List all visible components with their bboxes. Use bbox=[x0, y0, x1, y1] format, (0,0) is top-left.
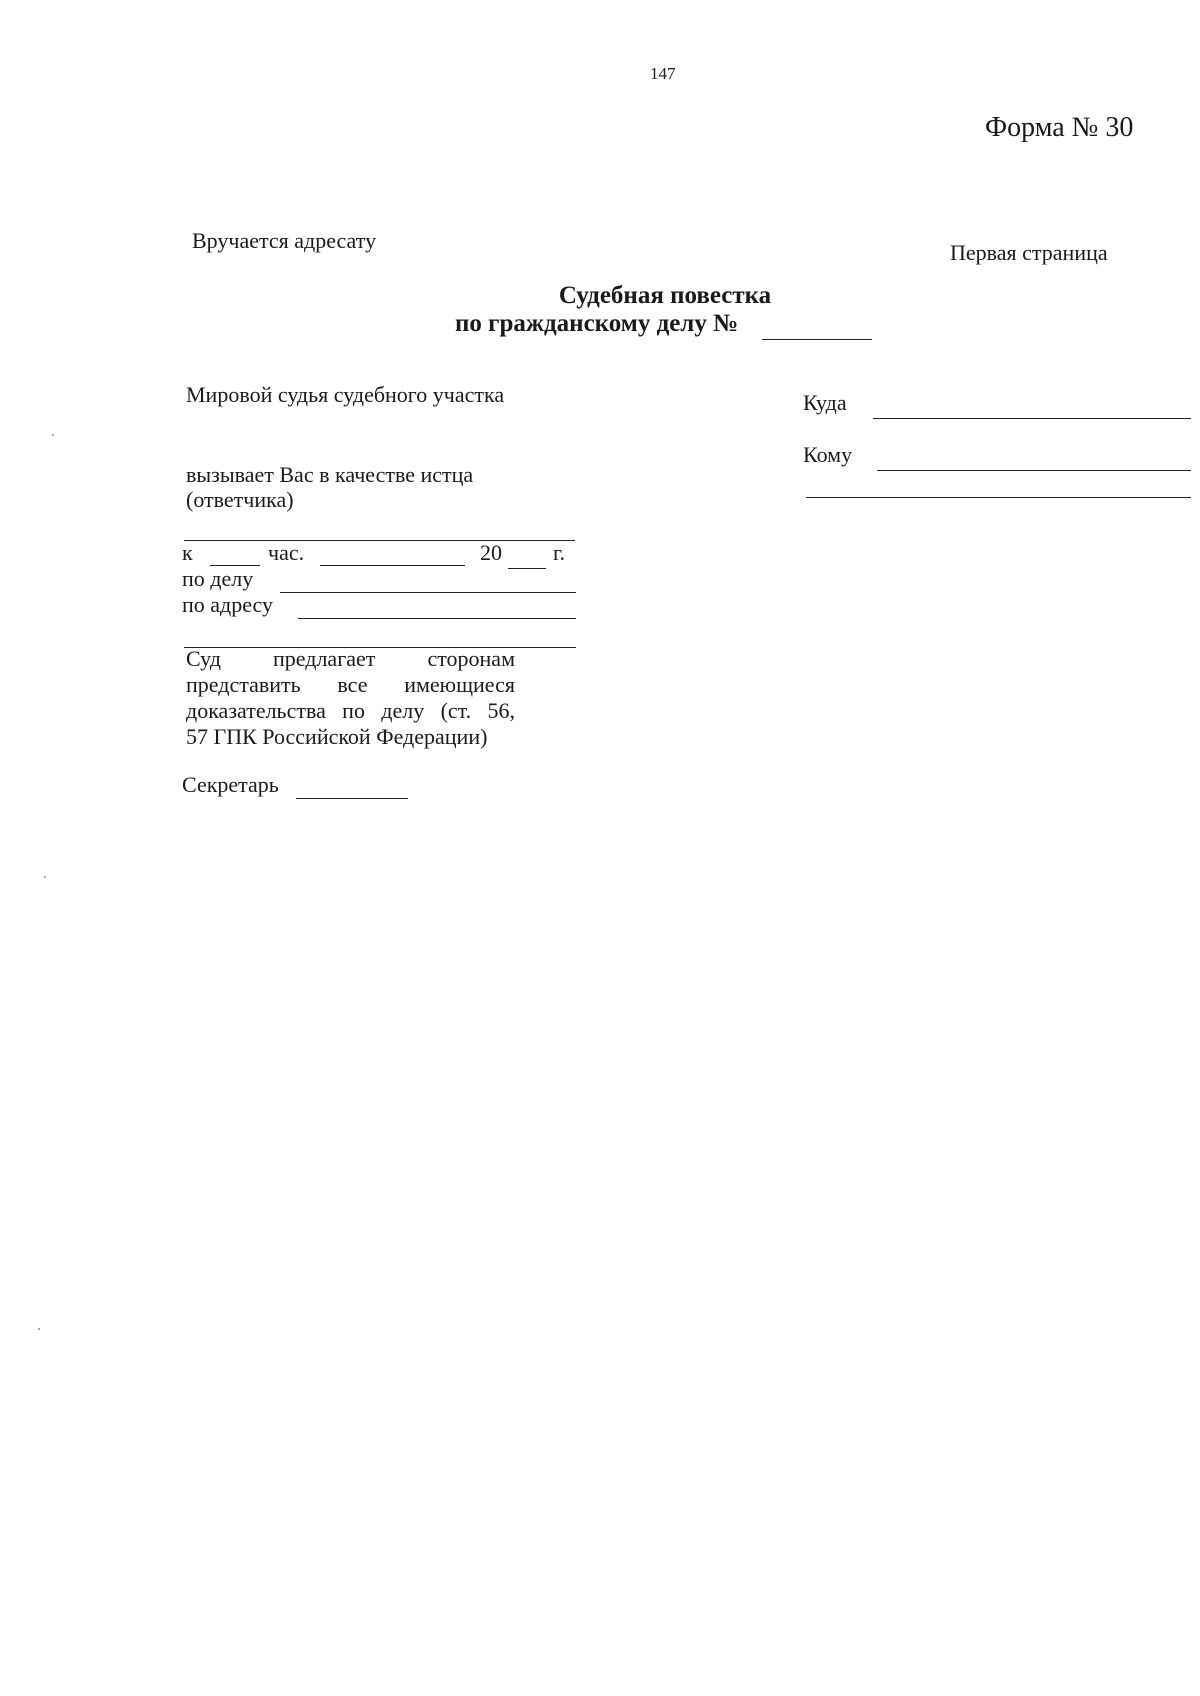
year-field[interactable] bbox=[508, 568, 546, 569]
date-field[interactable] bbox=[320, 565, 465, 566]
time-prefix: к bbox=[182, 540, 193, 565]
scan-speck bbox=[52, 434, 54, 436]
notice-line: доказательства по делу (ст. 56, bbox=[186, 698, 515, 723]
case-label: по делу bbox=[182, 566, 254, 591]
secretary-label: Секретарь bbox=[182, 772, 279, 797]
whom-field-continued[interactable] bbox=[806, 497, 1191, 498]
document-subtitle: по гражданскому делу № bbox=[455, 310, 739, 337]
form-number: Форма № 30 bbox=[985, 112, 1134, 143]
scan-speck bbox=[44, 876, 46, 878]
case-number-field[interactable] bbox=[762, 339, 872, 340]
notice-line: Суд предлагает сторонам bbox=[186, 646, 515, 671]
whom-label: Кому bbox=[803, 442, 853, 467]
address-label: по адресу bbox=[182, 592, 274, 617]
summons-text-continued: (ответчика) bbox=[186, 487, 294, 512]
year-prefix: 20 bbox=[480, 540, 502, 565]
page-label: Первая страница bbox=[950, 240, 1108, 265]
party-name-field[interactable] bbox=[184, 540, 575, 541]
whom-field[interactable] bbox=[877, 470, 1191, 471]
where-field[interactable] bbox=[873, 418, 1191, 419]
evidence-notice bbox=[186, 646, 515, 750]
judge-label: Мировой судья судебного участка bbox=[186, 382, 505, 407]
case-field[interactable] bbox=[280, 592, 576, 593]
year-suffix: г. bbox=[553, 540, 566, 565]
summons-text: вызывает Вас в качестве истца bbox=[186, 462, 474, 487]
document-title: Судебная повестка bbox=[558, 282, 772, 309]
notice-line: представить все имеющиеся bbox=[186, 672, 515, 697]
delivered-to-label: Вручается адресату bbox=[192, 228, 377, 253]
address-field[interactable] bbox=[298, 618, 576, 619]
where-label: Куда bbox=[803, 390, 847, 415]
scan-speck bbox=[38, 1328, 40, 1330]
hour-label: час. bbox=[268, 540, 305, 565]
page-number: 147 bbox=[650, 64, 676, 83]
notice-line: 57 ГПК Российской Федерации) bbox=[186, 724, 488, 749]
time-row bbox=[182, 540, 193, 566]
secretary-signature-field[interactable] bbox=[296, 798, 408, 799]
